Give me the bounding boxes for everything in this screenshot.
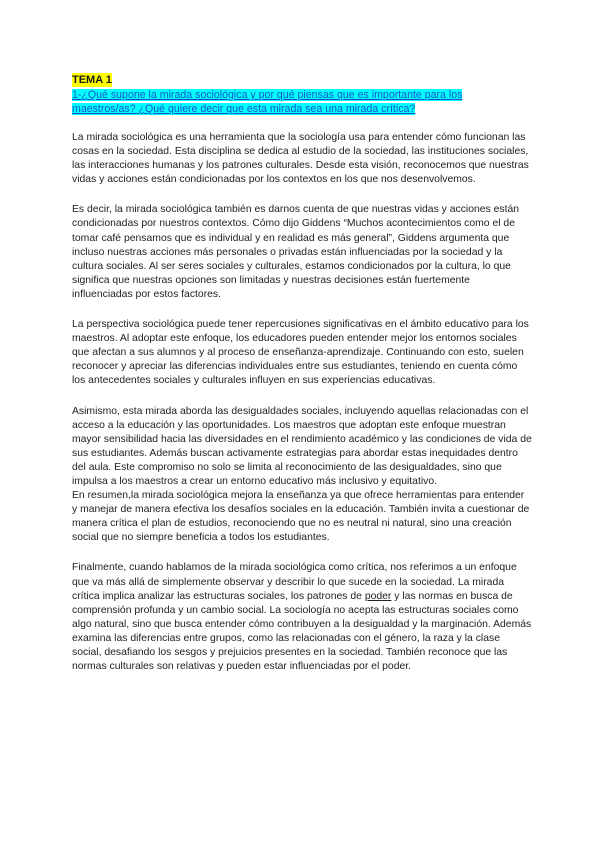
paragraph-4: Asimismo, esta mirada aborda las desigualdades sociales, incluyendo aquellas relacionadas con el acceso a la educación y las oportunidades. Los maestros que adoptan este enfoque muestran mayor sensibilidad hacia las diversidades en el rendimiento académico y las condiciones de vida de sus estudiantes. Además buscan activamente estrategias para abordar estas inequidades dentro del aula. Este compromiso no solo se limita al reconocimiento de las desigualdades, sino que impulsa a los maestros a crear un entorno educativo más inclusivo y equitativo.: [72, 405, 532, 487]
paragraph-6: [72, 561, 532, 674]
document-content: [72, 70, 532, 674]
paragraph-6-start: Finalmente, cuando hablamos de la mirada sociológica como crítica, nos referimos a un enfoque que va más allá de simplemente observar y describir lo que sucede en la sociedad. La mirada crítica implica analizar las estructuras sociales, los patrones de: [72, 562, 517, 602]
paragraph-6-end: y las normas en busca de comprensión profunda y un cambio social. La sociología no acepta las estructuras sociales como algo natural, sino que busca entender cómo contribuyen a la desigualdad y la marginación. Además examina las diferencias entre grupos, como las relacionadas con el género, la raza y la clase social, desafiando los sesgos y prejuicios presentes en la sociedad. También reconoce que las normas culturales son relativas y pueden estar influenciadas por el poder.: [72, 590, 532, 673]
paragraph-2: Es decir, la mirada sociológica también es darnos cuenta de que nuestras vidas y acciones están condicionadas por nuestros contextos. Cómo dijo Giddens “Muchos acontecimientos como el de tomar café pensamos que es individual y en realidad es más general”, Giddens argumenta que incluso nuestras acciones más personales o privadas están influenciadas por la sociedad y la cultura sociales. Al ser seres sociales y culturales, estamos condicionados por la cultura, lo que significa que nuestras opciones son limitadas y nuestras decisiones están fuertemente influenciadas por estos factores.: [72, 204, 520, 300]
paragraph-5: En resumen,la mirada sociológica mejora la enseñanza ya que ofrece herramientas para entender y manejar de manera efectiva los desafíos sociales en la educación. También invita a cuestionar de manera crítica el plan de estudios, reconociendo que no es neutral ni natural, sino una creación social que no siempre beneficia a todos los estudiantes.: [72, 490, 530, 544]
question-text: [72, 88, 492, 116]
underlined-word: poder: [364, 590, 392, 602]
paragraph-1: La mirada sociológica es una herramienta que la sociología usa para entender cómo funcionan las cosas en la sociedad. Esta disciplina se dedica al estudio de la sociedad, las instituciones sociales, las interacciones humanas y los patrones culturales. Desde esta visión, reconocemos que nuestras vidas y acciones están condicionadas por los contextos en los que nos desenvolvemos.: [72, 132, 529, 186]
question-highlight: 1-¿Qué supone la mirada sociológica y por qué piensas que es importante para los maestros/as? ¿Qué quiere decir que esta mirada sea una mirada crítica?: [72, 89, 463, 115]
section-title: TEMA 1: [72, 74, 112, 86]
paragraph-3: La perspectiva sociológica puede tener repercusiones significativas en el ámbito educativo para los maestros. Al adoptar este enfoque, los educadores pueden entender mejor los entornos sociales que afectan a sus alumnos y al proceso de enseñanza-aprendizaje. Continuando con esto, suelen reconocer y apreciar las diferencias individuales entre sus estudiantes, teniendo en cuenta cómo los antecedentes sociales y culturales influyen en sus experiencias educativas.: [72, 319, 529, 387]
